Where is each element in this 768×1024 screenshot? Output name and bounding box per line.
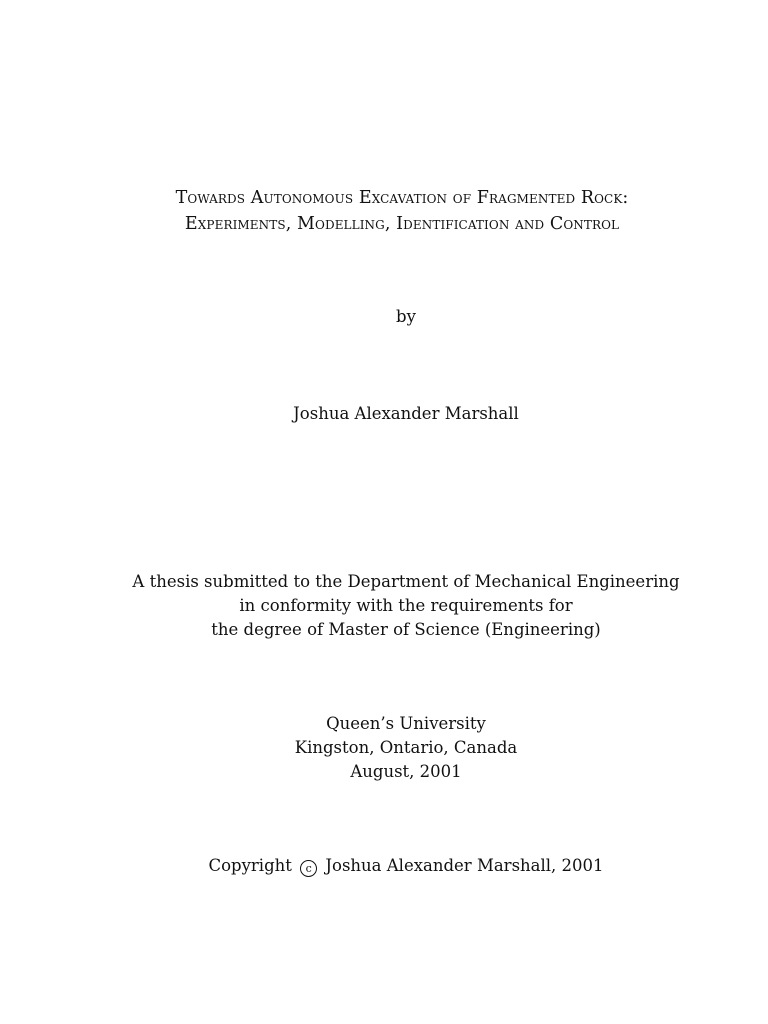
- thesis-statement: [22, 570, 768, 642]
- thesis-statement-line-1: A thesis submitted to the Department of Mechanical Engineering: [132, 572, 680, 591]
- thesis-title-line-1: Towards Autonomous Excavation of Fragmented Rock:: [175, 188, 629, 208]
- thesis-title: [18, 185, 768, 237]
- university-name: Queen’s University: [326, 714, 486, 733]
- copyright-notice: [22, 854, 768, 878]
- university-location: Kingston, Ontario, Canada: [294, 738, 518, 757]
- copyright-prefix: Copyright: [208, 856, 292, 875]
- thesis-statement-line-3: the degree of Master of Science (Engineering): [211, 620, 601, 639]
- by-text: by: [396, 307, 416, 326]
- submission-date: August, 2001: [350, 762, 462, 781]
- copyright-holder: Joshua Alexander Marshall, 2001: [325, 856, 604, 875]
- by-label: [22, 305, 768, 329]
- copyright-icon: c: [300, 860, 317, 877]
- institution-block: [22, 712, 768, 784]
- thesis-title-line-2: Experiments, Modelling, Identification and Control: [184, 214, 620, 234]
- copyright-line: [22, 854, 768, 878]
- author-name: Joshua Alexander Marshall: [293, 404, 519, 423]
- author: [22, 402, 768, 426]
- thesis-statement-line-2: in conformity with the requirements for: [239, 596, 573, 615]
